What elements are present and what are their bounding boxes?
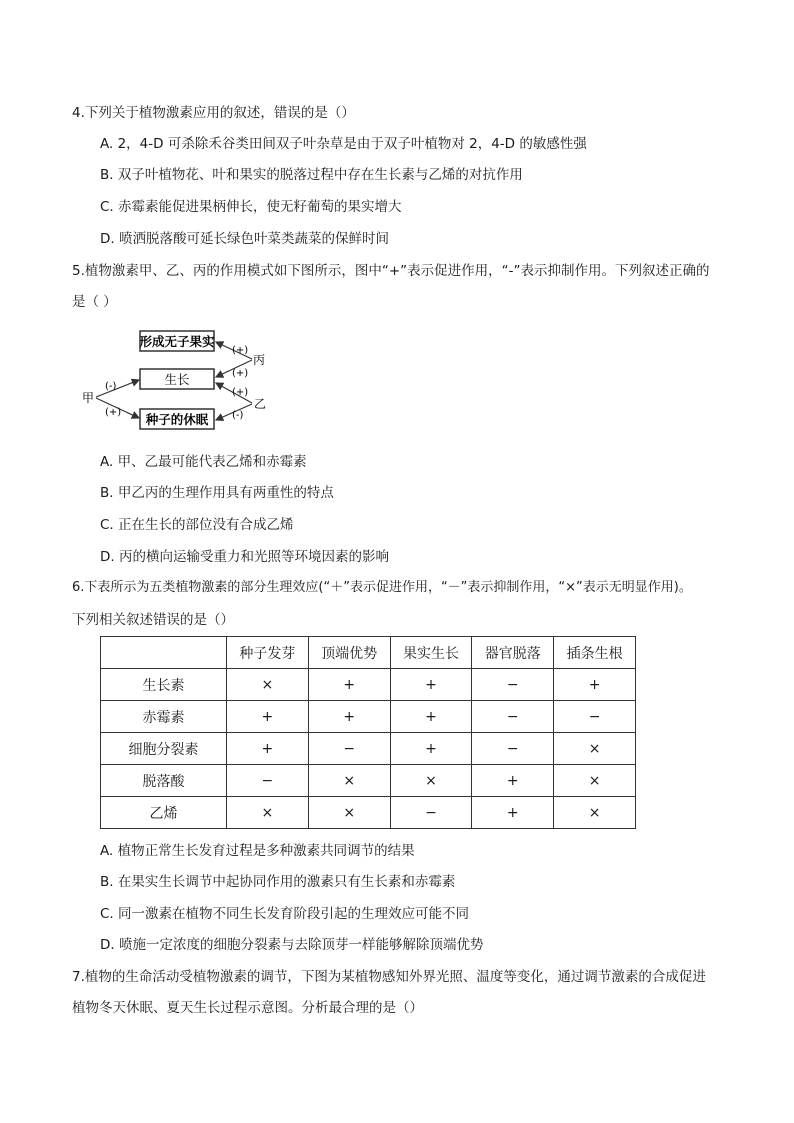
- table-cell: ×: [390, 765, 472, 797]
- sign-jia-dormancy: (+): [105, 407, 122, 418]
- box-seedless-fruit-label: 形成无子果实: [139, 334, 215, 349]
- question-5-option-c: C. 正在生长的部位没有合成乙烯: [100, 517, 294, 533]
- sign-bing-growth: (+): [232, 368, 249, 379]
- arrow-jia-growth: [96, 380, 139, 397]
- hormone-effects-table: [100, 636, 636, 829]
- table-row: [101, 669, 636, 701]
- table-cell: −: [554, 701, 636, 733]
- table-cell: ×: [554, 733, 636, 765]
- table-cell: −: [227, 765, 309, 797]
- question-5-option-d: D. 丙的横向运输受重力和光照等环境因素的影响: [100, 549, 389, 565]
- table-cell: −: [472, 669, 554, 701]
- table-cell: ×: [308, 765, 390, 797]
- label-jia: 甲: [82, 391, 95, 405]
- question-4-option-d: D. 喷洒脱落酸可延长绿色叶菜类蔬菜的保鲜时间: [100, 231, 389, 247]
- table-row: [101, 765, 636, 797]
- table-cell: ×: [227, 797, 309, 829]
- table-header-row: [101, 637, 636, 669]
- table-header-cell: 顶端优势: [308, 637, 390, 669]
- table-cell: +: [390, 733, 472, 765]
- table-cell: +: [390, 669, 472, 701]
- table-cell: −: [308, 733, 390, 765]
- table-header-cell: 果实生长: [390, 637, 472, 669]
- question-5-option-b: B. 甲乙丙的生理作用具有两重性的特点: [100, 485, 334, 501]
- table-cell: +: [472, 765, 554, 797]
- table-cell: ×: [554, 797, 636, 829]
- hormone-action-diagram: [82, 323, 287, 435]
- table-cell: −: [472, 701, 554, 733]
- label-bing: 丙: [253, 353, 266, 367]
- question-7-stem-line2: 植物冬天休眠、夏天生长过程示意图。分析最合理的是（）: [72, 1000, 423, 1016]
- table-cell: +: [390, 701, 472, 733]
- table-cell: −: [390, 797, 472, 829]
- table-header-cell: 器官脱落: [472, 637, 554, 669]
- table-cell: +: [308, 669, 390, 701]
- sign-yi-growth: (+): [232, 387, 249, 398]
- table-cell: ×: [227, 669, 309, 701]
- table-header-cell: [101, 637, 227, 669]
- question-4-option-c: C. 赤霉素能促进果柄伸长，使无籽葡萄的果实增大: [100, 199, 402, 215]
- question-5-stem-line2: 是（ ）: [72, 294, 117, 310]
- table-row: [101, 733, 636, 765]
- question-6-option-c: C. 同一激素在植物不同生长发育阶段引起的生理效应可能不同: [100, 906, 470, 922]
- label-yi: 乙: [254, 397, 267, 411]
- question-6-stem-line1: 6.下表所示为五类植物激素的部分生理效应(“＋”表示促进作用，“－”表示抑制作用，“×”表示无明显作用)。: [72, 580, 692, 595]
- table-cell: +: [227, 701, 309, 733]
- table-row-header: 生长素: [101, 669, 227, 701]
- question-6-option-d: D. 喷施一定浓度的细胞分裂素与去除顶芽一样能够解除顶端优势: [100, 937, 484, 953]
- box-seed-dormancy-label: 种子的休眠: [145, 412, 209, 427]
- table-cell: +: [227, 733, 309, 765]
- table-row: [101, 701, 636, 733]
- table-row-header: 脱落酸: [101, 765, 227, 797]
- table-cell: ×: [308, 797, 390, 829]
- question-5-option-a: A. 甲、乙最可能代表乙烯和赤霉素: [100, 454, 307, 470]
- question-5-stem-line1: 5.植物激素甲、乙、丙的作用模式如下图所示，图中“+”表示促进作用，“-”表示抑制作用。下列叙述正确的: [72, 263, 710, 279]
- table-cell: −: [472, 733, 554, 765]
- box-growth-label: 生长: [164, 372, 190, 387]
- question-4-option-b: B. 双子叶植物花、叶和果实的脱落过程中存在生长素与乙烯的对抗作用: [100, 167, 523, 183]
- question-6-stem-line2: 下列相关叙述错误的是（）: [72, 612, 234, 628]
- table-row-header: 赤霉素: [101, 701, 227, 733]
- table-header-cell: 种子发芽: [227, 637, 309, 669]
- table-row-header: 乙烯: [101, 797, 227, 829]
- sign-jia-growth: (-): [105, 381, 117, 392]
- table-row: [101, 797, 636, 829]
- table-cell: +: [308, 701, 390, 733]
- table-cell: +: [472, 797, 554, 829]
- question-7-stem-line1: 7.植物的生命活动受植物激素的调节，下图为某植物感知外界光照、温度等变化，通过调节激素的合成促进: [72, 969, 706, 985]
- sign-yi-dormancy: (-): [232, 410, 244, 421]
- question-4-stem: 4.下列关于植物激素应用的叙述，错误的是（）: [72, 105, 355, 121]
- question-6-option-b: B. 在果实生长调节中起协同作用的激素只有生长素和赤霉素: [100, 874, 456, 890]
- question-4-option-a: A. 2，4-D 可杀除禾谷类田间双子叶杂草是由于双子叶植物对 2，4-D 的敏感性强: [100, 136, 587, 152]
- table-cell: ×: [554, 765, 636, 797]
- table-row-header: 细胞分裂素: [101, 733, 227, 765]
- table-header-cell: 插条生根: [554, 637, 636, 669]
- question-6-option-a: A. 植物正常生长发育过程是多种激素共同调节的结果: [100, 843, 415, 859]
- table-cell: +: [554, 669, 636, 701]
- sign-bing-fruit: (+): [232, 345, 249, 356]
